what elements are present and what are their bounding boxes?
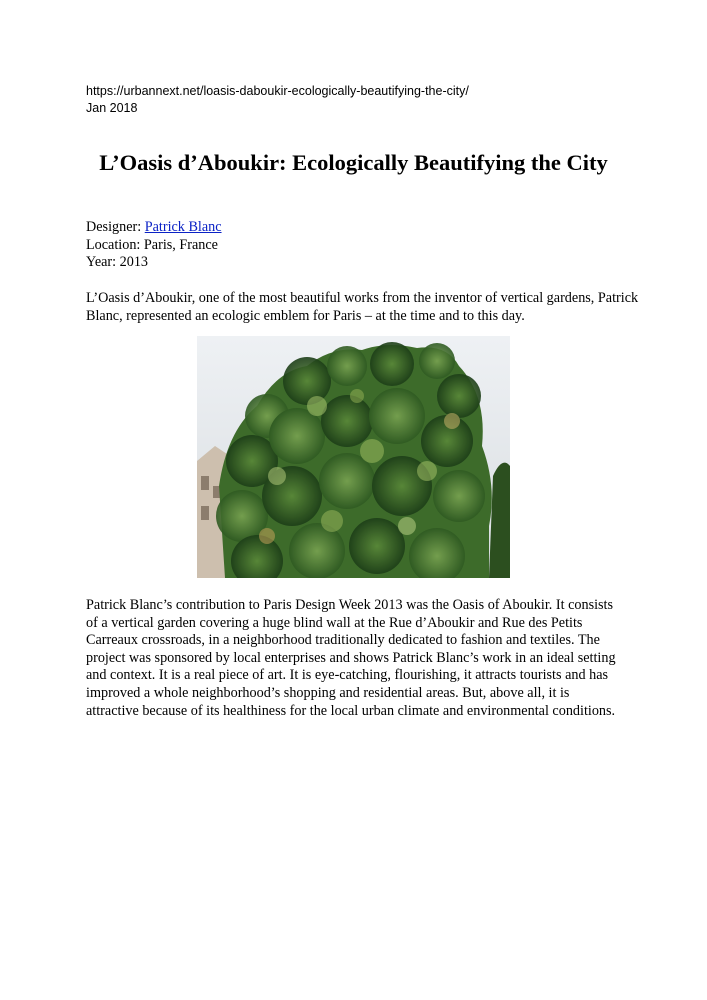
source-info xyxy=(86,83,469,117)
designer-line xyxy=(86,219,222,237)
body-line: of a vertical garden covering a huge blind wall at the Rue d’Aboukir and Rue des Petits xyxy=(86,614,583,631)
article-title: L’Oasis d’Aboukir: Ecologically Beautifying the City xyxy=(99,150,608,175)
designer-label: Designer: xyxy=(86,219,145,235)
body-line: project was sponsored by local enterprises and shows Patrick Blanc’s work in an ideal setting xyxy=(86,649,616,666)
location-line: Location: Paris, France xyxy=(86,236,218,253)
project-meta xyxy=(86,219,222,272)
source-url: https://urbannext.net/loasis-daboukir-ecologically-beautifying-the-city/ xyxy=(86,84,469,98)
body-line: attractive because of its healthiness for the local urban climate and environmental conditions. xyxy=(86,702,616,719)
body-paragraph xyxy=(86,597,646,720)
designer-link[interactable]: Patrick Blanc xyxy=(144,219,222,235)
vertical-garden-photo xyxy=(197,336,510,578)
source-date: Jan 2018 xyxy=(86,101,138,115)
body-line: Carreaux crossroads, in a neighborhood traditionally dedicated to fashion and textiles. The xyxy=(86,632,600,649)
year-line: Year: 2013 xyxy=(86,254,149,270)
body-line: and context. It is a real piece of art. It is eye-catching, flourishing, it attracts tourists and has xyxy=(86,667,609,684)
intro-paragraph: L’Oasis d’Aboukir, one of the most beautiful works from the inventor of vertical gardens, Patrick Blanc, represented an ecologic emblem for Paris – at the time and to this day. xyxy=(86,290,639,324)
body-line: Patrick Blanc’s contribution to Paris Design Week 2013 was the Oasis of Aboukir. It consists xyxy=(86,597,614,613)
body-line: improved a whole neighborhood’s shopping and residential areas. But, above all, it is xyxy=(86,684,570,701)
